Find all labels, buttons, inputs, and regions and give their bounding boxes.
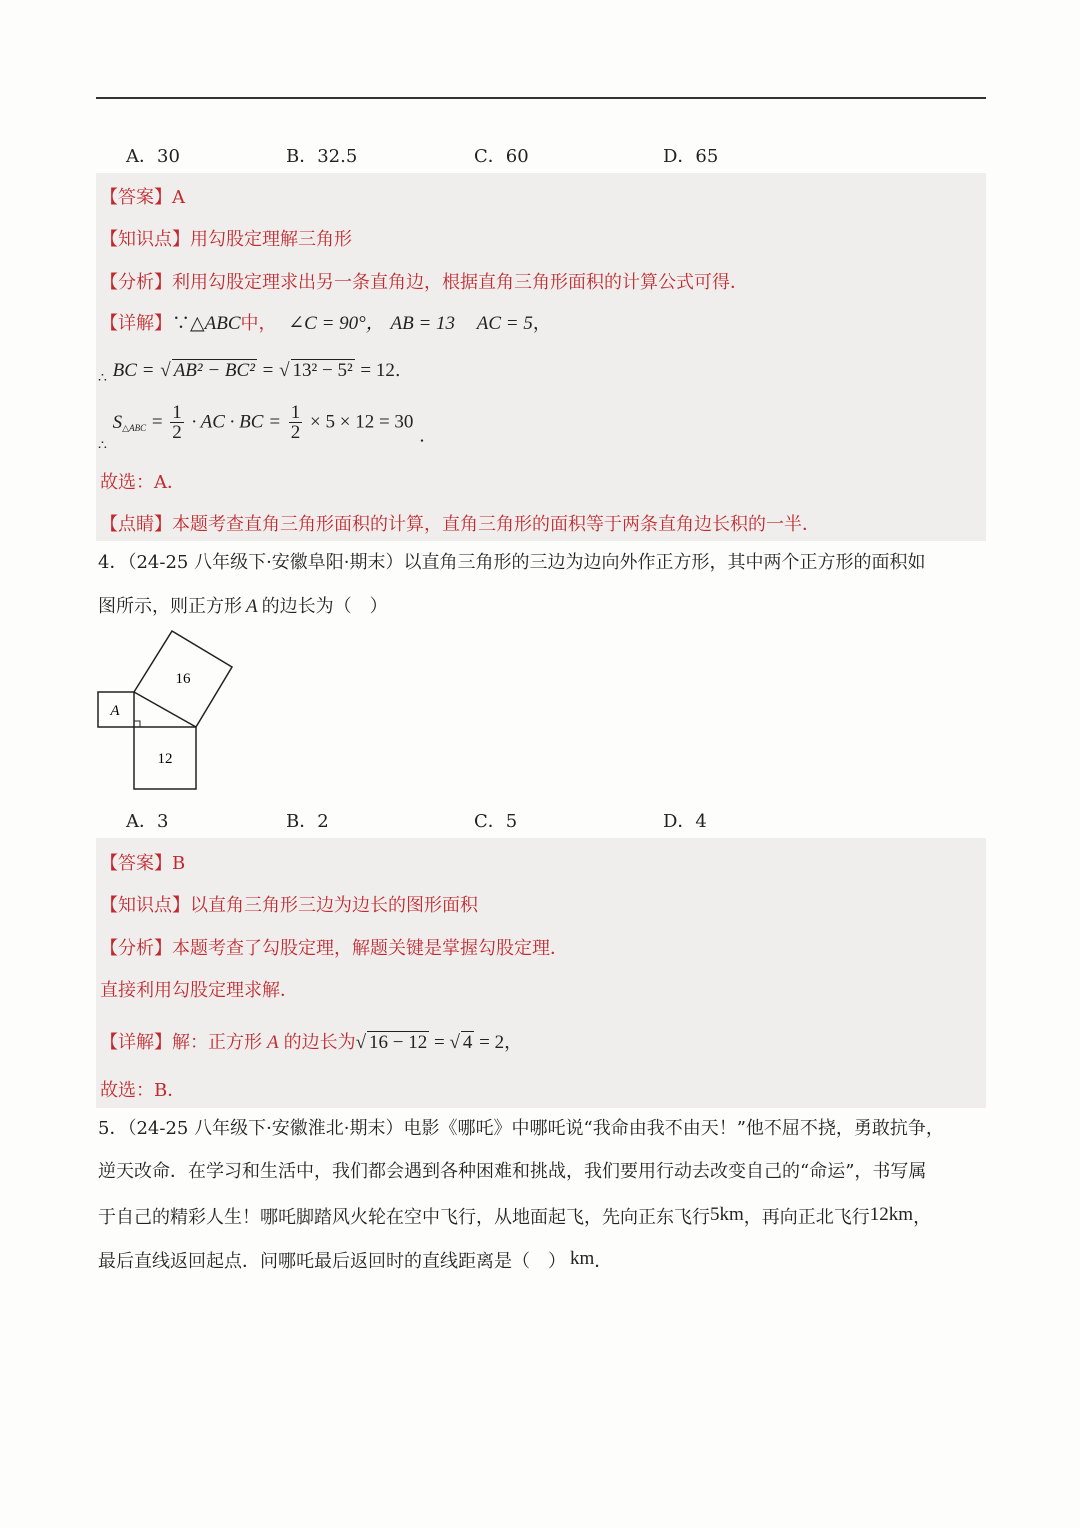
q3-solution-box (96, 173, 986, 541)
q5-line1: 5．（24-25 八年级下·安徽淮北·期末）电影《哪吒》中哪吒说“我命由我不由天！”他不屈不挠，勇敢抗争， (98, 1118, 944, 1139)
analysis-line-2: 直接利用勾股定理求解． (100, 980, 298, 1001)
choice-d[interactable]: D．65 (663, 146, 719, 167)
q5-line4: 最后直线返回起点．问哪吒最后返回时的直线距离是（ ） km． (98, 1248, 613, 1272)
knowledge-line: 【知识点】用勾股定理解三角形 (100, 229, 352, 250)
pythagoras-squares-figure (92, 625, 242, 795)
bc-formula: $_\therefore$ BC = √ AB² − BC² = √ 13² − 5² = 12. (98, 360, 401, 386)
knowledge-line: 【知识点】以直角三角形三边为边长的图形面积 (100, 895, 478, 916)
detail-line: 【详解】解：正方形 A 的边长为√ 16 − 12 = √ 4 = 2， (100, 1032, 523, 1053)
q4-solution-box (96, 838, 986, 1108)
q4-stem-line1: 4．（24-25 八年级下·安徽阜阳·期末）以直角三角形的三边为边向外作正方形，其中两个正方形的面积如 (98, 552, 926, 573)
choice-c[interactable]: C．60 (474, 146, 529, 167)
area-formula: $_\therefore$ S△ABC = $\frac{1}{2}$ · AC · BC = $\frac{1}{2}$ × 5 × 12 = 30 . (98, 402, 425, 454)
label-a: A (110, 703, 120, 719)
label-16: 16 (175, 671, 191, 687)
q5-line3: 于自己的精彩人生！哪吒脚踏风火轮在空中飞行，从地面起飞，先向正东飞行5km，再向正北飞行12km， (98, 1204, 932, 1228)
choice-a[interactable]: A．30 (126, 146, 180, 167)
choice-a[interactable]: A．3 (126, 811, 169, 832)
answer-value: A (172, 187, 185, 208)
header-rule (96, 97, 986, 99)
label-12: 12 (157, 751, 173, 767)
answer-line: 【答案】B (100, 853, 186, 874)
choice-b[interactable]: B．2 (286, 811, 329, 832)
answer-value: B (172, 853, 186, 874)
q5-line2: 逆天改命．在学习和生活中，我们都会遇到各种困难和挑战，我们要用行动去改变自己的“命运”，书写属 (98, 1161, 927, 1182)
choice-c[interactable]: C．5 (474, 811, 518, 832)
detail-line: 【详解】∵△ABC中， ∠C = 90°， AB = 13 AC = 5， (100, 313, 551, 334)
remark-line: 【点睛】本题考查直角三角形面积的计算，直角三角形的面积等于两条直角边长积的一半． (100, 514, 820, 535)
answer-line: 【答案】A (100, 187, 185, 208)
q4-stem-line2: 图所示，则正方形 A 的边长为（ ） (98, 596, 388, 617)
choose-line: 故选：B． (100, 1080, 186, 1101)
analysis-line: 【分析】本题考查了勾股定理，解题关键是掌握勾股定理． (100, 938, 568, 959)
choose-line: 故选：A． (100, 472, 185, 493)
choice-d[interactable]: D．4 (663, 811, 707, 832)
q3-choices (126, 142, 926, 172)
analysis-line: 【分析】利用勾股定理求出另一条直角边，根据直角三角形面积的计算公式可得． (100, 272, 748, 293)
q4-choices (126, 807, 926, 837)
choice-b[interactable]: B．32.5 (286, 146, 358, 167)
